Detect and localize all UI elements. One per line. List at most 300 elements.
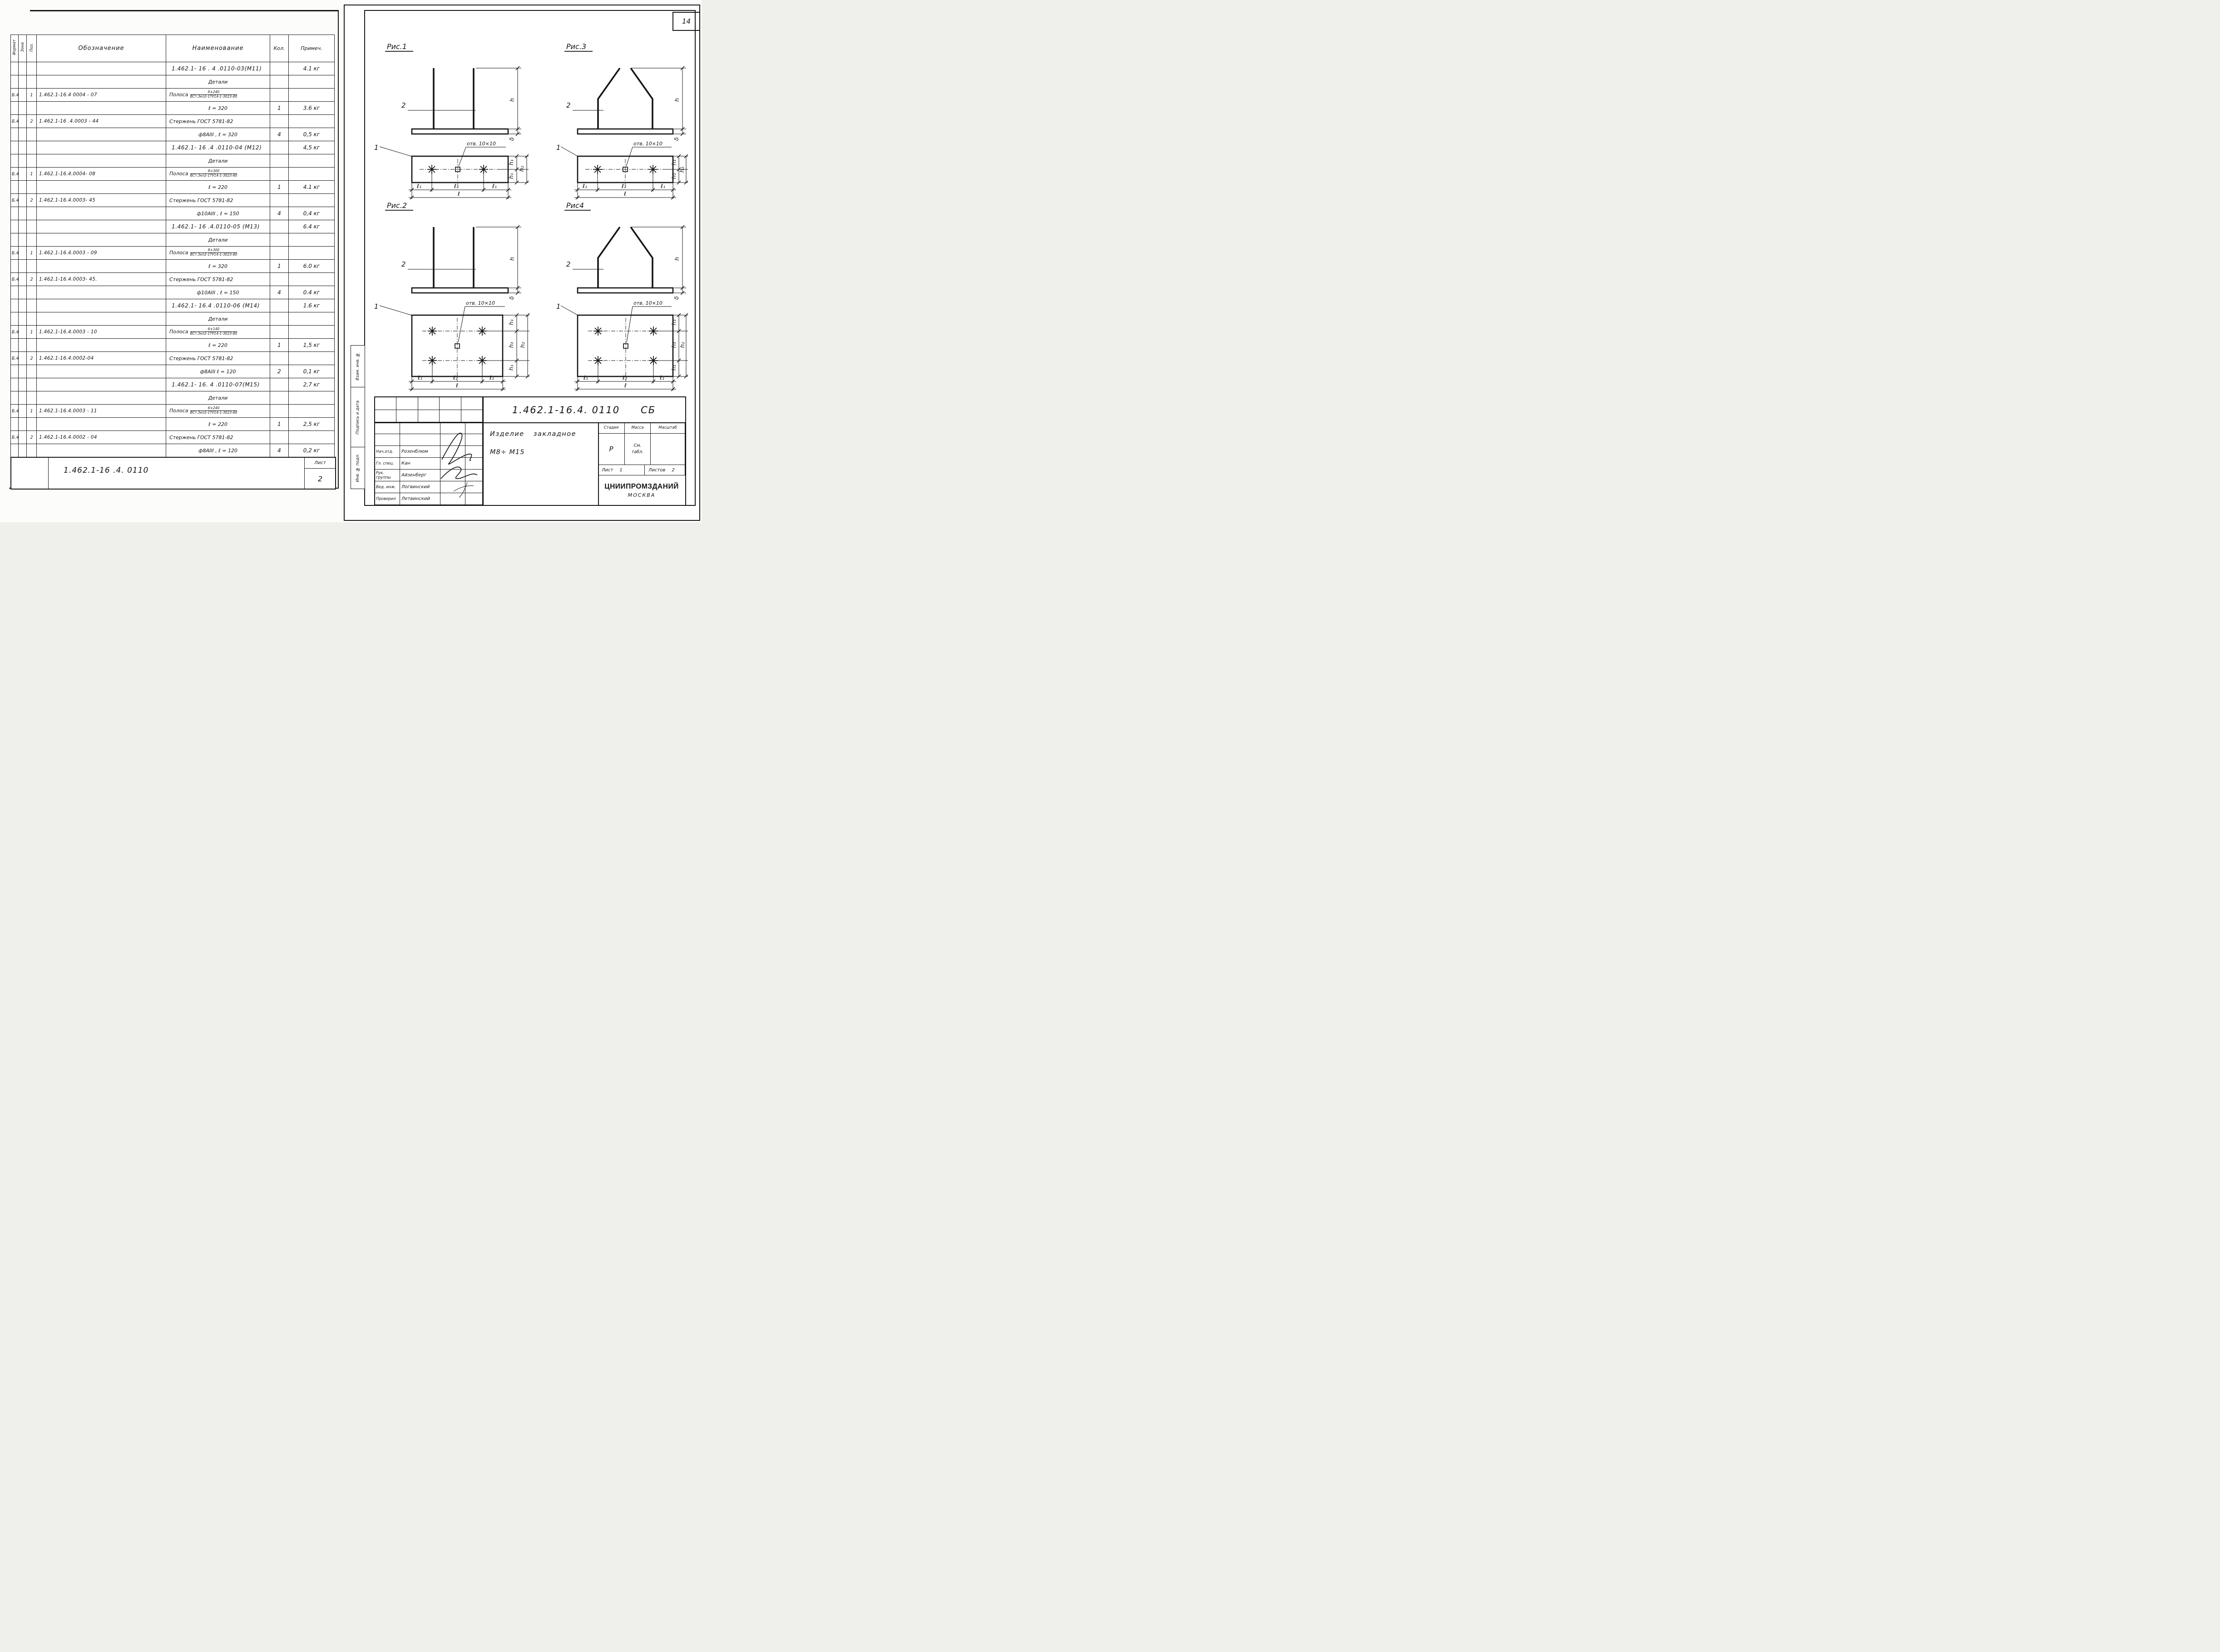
cell-zone	[19, 247, 27, 260]
cell-designation	[37, 339, 166, 352]
fig4-dim-l: ℓ	[624, 382, 627, 389]
specification-table-header	[11, 35, 335, 62]
cell-name: Полоса $\frac{6\times 240}{\text{ВСт.3кп2-1ТУ14-1-3023-80}}$	[166, 89, 270, 102]
fig2-dim-l2: ℓ₂	[453, 374, 458, 381]
col-header-note: Примеч.	[289, 35, 335, 62]
cell-qty: 4	[270, 444, 289, 457]
spec-table-row	[11, 168, 335, 181]
fig1-dim-h1b: h₁	[508, 173, 514, 179]
cell-zone	[19, 365, 27, 378]
cell-pos	[27, 141, 37, 154]
fig2-dim-h1a: h₁	[508, 319, 514, 325]
fig1-dim-l1b: ℓ₁	[492, 183, 497, 189]
cell-format: Б.4	[11, 405, 19, 418]
cell-zone	[19, 431, 27, 444]
spec-table-row	[11, 102, 335, 115]
fig4-dim-h2: h₂	[679, 342, 686, 348]
fig1-dim-delta: δ	[508, 137, 515, 141]
cell-format	[11, 286, 19, 299]
cell-designation: 1.462.1-16.4.0004- 08	[37, 168, 166, 181]
fig1-part1-label: 1	[374, 143, 379, 152]
fig3-dim-h1a: h₁	[670, 159, 677, 165]
fig1-dim-h: h	[509, 98, 515, 102]
fig2-part1-label: 1	[374, 302, 379, 311]
fig4-elevation	[556, 225, 686, 316]
title-block	[374, 396, 686, 506]
cell-qty: 4	[270, 286, 289, 299]
cell-designation: 1.462.1-16.4.0003- 45.	[37, 273, 166, 286]
cell-pos	[27, 365, 37, 378]
cell-qty	[270, 168, 289, 181]
cell-pos	[27, 418, 37, 431]
cell-format	[11, 154, 19, 168]
spec-table-row	[11, 273, 335, 286]
spec-table-row	[11, 431, 335, 444]
cell-zone	[19, 102, 27, 115]
cell-format	[11, 339, 19, 352]
cell-name: ℓ = 320	[166, 260, 270, 273]
sheets-cell: Листов 2	[645, 465, 685, 475]
cell-zone	[19, 352, 27, 365]
cell-pos	[27, 181, 37, 194]
cell-qty	[270, 75, 289, 89]
cell-zone	[19, 141, 27, 154]
left-page-right-border	[338, 10, 339, 488]
spec-table-row	[11, 181, 335, 194]
staff-row: Проверил Летвинский	[375, 493, 483, 505]
fig3-dim-l1b: ℓ₁	[661, 183, 666, 189]
cell-weight: 1,5 кг	[289, 339, 335, 352]
cell-pos: 2	[27, 194, 37, 207]
cell-name: ф8АIII , ℓ = 120	[166, 444, 270, 457]
spec-table-row	[11, 365, 335, 378]
organization-cell	[598, 475, 685, 505]
cell-name: 1.462.1- 16. 4 .0110-07(М15)	[166, 378, 270, 391]
cell-format	[11, 299, 19, 312]
cell-zone	[19, 444, 27, 457]
cell-pos	[27, 75, 37, 89]
cell-designation	[37, 260, 166, 273]
cell-name: 1.462.1- 16 .4 .0110-04 (М12)	[166, 141, 270, 154]
spec-table-row	[11, 405, 335, 418]
cell-weight	[289, 326, 335, 339]
cell-zone	[19, 378, 27, 391]
staff-row: Вед. инж. Логвинский	[375, 481, 483, 493]
cell-format	[11, 181, 19, 194]
col-header-format: Формат	[11, 35, 19, 62]
staff-row: Гл. спец. Кан	[375, 458, 483, 470]
cell-weight	[289, 352, 335, 365]
cell-format: Б.4	[11, 194, 19, 207]
cell-pos	[27, 220, 37, 233]
cell-qty: 4	[270, 128, 289, 141]
scale-label: Масштаб	[651, 422, 685, 434]
fig3-title: Рис.3	[566, 42, 587, 51]
fig4-title: Рис4	[566, 201, 584, 210]
spec-table-row	[11, 207, 335, 220]
cell-zone	[19, 168, 27, 181]
spec-table-row	[11, 247, 335, 260]
cell-format	[11, 312, 19, 326]
cell-format	[11, 62, 19, 75]
footer-sheet-value: 2	[317, 475, 323, 483]
cell-zone	[19, 339, 27, 352]
cell-weight: 4.1 кг	[289, 62, 335, 75]
cell-name: Детали	[166, 154, 270, 168]
cell-pos: 1	[27, 247, 37, 260]
cell-zone	[19, 128, 27, 141]
designation-number: 1.462.1-16.4. 0110	[512, 404, 620, 415]
cell-weight	[289, 75, 335, 89]
cell-weight	[289, 405, 335, 418]
cell-format	[11, 141, 19, 154]
steel-grade-fraction: $\frac{6\times 240}{\text{ВСт.3кп2-1ТУ14-1-3023-80}}$	[190, 406, 237, 415]
fig1-dim-l2: ℓ₂	[454, 183, 459, 189]
cell-zone	[19, 260, 27, 273]
cell-weight: 0.4 кг	[289, 286, 335, 299]
fig2-part2-label: 2	[401, 260, 406, 268]
cell-weight: 0,5 кг	[289, 128, 335, 141]
cell-pos	[27, 391, 37, 405]
cell-weight: 6.4 кг	[289, 220, 335, 233]
cell-weight: 2,7 кг	[289, 378, 335, 391]
cell-format: Б.4	[11, 326, 19, 339]
cell-weight	[289, 233, 335, 247]
cell-pos	[27, 102, 37, 115]
cell-format: Б.4	[11, 431, 19, 444]
spec-table-row	[11, 378, 335, 391]
cell-designation	[37, 62, 166, 75]
cell-designation	[37, 391, 166, 405]
cell-zone	[19, 194, 27, 207]
mass-label: Масса	[625, 422, 651, 434]
cell-format	[11, 444, 19, 457]
cell-designation	[37, 154, 166, 168]
steel-grade-fraction: $\frac{6\times 240}{\text{ВСт.3кп2-1ТУ14-1-3023-80}}$	[190, 90, 237, 99]
cell-pos	[27, 286, 37, 299]
fig2-dim-h: h	[509, 257, 515, 261]
cell-weight	[289, 154, 335, 168]
cell-format: Б.4	[11, 273, 19, 286]
cell-weight: 6.0 кг	[289, 260, 335, 273]
fig3-dim-h2: h₂	[678, 167, 685, 173]
cell-pos: 2	[27, 273, 37, 286]
col-header-designation: Обозначение	[37, 35, 166, 62]
spec-table-row	[11, 194, 335, 207]
cell-designation	[37, 141, 166, 154]
page-number-box	[672, 12, 700, 31]
cell-qty	[270, 62, 289, 75]
cell-designation	[37, 220, 166, 233]
stage-label: Стадия	[598, 422, 625, 434]
left-page-footer	[10, 457, 336, 490]
cell-name: Полоса $\frac{6\times 140}{\text{ВСт.3кп2-1ТУ14-1-3023-80}}$	[166, 326, 270, 339]
spec-table-row	[11, 312, 335, 326]
cell-designation	[37, 128, 166, 141]
cell-weight: 1.6 кг	[289, 299, 335, 312]
cell-name: ф8АIII ℓ = 120	[166, 365, 270, 378]
cell-name: Полоса $\frac{6\times 240}{\text{ВСт.3кп2-1ТУ14-1-3023-80}}$	[166, 405, 270, 418]
cell-format	[11, 260, 19, 273]
cell-qty	[270, 141, 289, 154]
fig4-dim-l2: ℓ₂	[623, 374, 628, 381]
fig2-dim-delta: δ	[508, 296, 515, 300]
mass-value: См. табл.	[631, 443, 644, 455]
cell-qty	[270, 312, 289, 326]
cell-pos: 1	[27, 405, 37, 418]
sidebar-cell-podpis: Подпись и дата	[351, 387, 365, 448]
cell-qty	[270, 220, 289, 233]
cell-zone	[19, 326, 27, 339]
fig1-dim-h2: h₂	[518, 166, 525, 172]
cell-pos	[27, 299, 37, 312]
spec-table-row	[11, 418, 335, 431]
cell-qty: 1	[270, 181, 289, 194]
spec-table-row	[11, 220, 335, 233]
col-header-qty: Кол.	[270, 35, 289, 62]
fig3-dim-h1b: h₁	[670, 173, 677, 179]
cell-pos: 1	[27, 168, 37, 181]
cell-designation	[37, 365, 166, 378]
cell-qty: 1	[270, 102, 289, 115]
cell-qty: 4	[270, 207, 289, 220]
steel-grade-fraction: $\frac{8\times 300}{\text{ВСт.3кп2-1ТУ14-1-3023-80}}$	[190, 169, 237, 178]
cell-format	[11, 220, 19, 233]
cell-qty	[270, 326, 289, 339]
cell-format	[11, 128, 19, 141]
cell-format	[11, 207, 19, 220]
cell-format	[11, 418, 19, 431]
cell-pos: 2	[27, 352, 37, 365]
fig4-part1-label: 1	[556, 302, 561, 311]
stage-value: Р	[598, 434, 625, 465]
fig4-dim-h1b: h₁	[670, 365, 677, 371]
cell-designation	[37, 181, 166, 194]
spec-table-row	[11, 286, 335, 299]
cell-designation	[37, 418, 166, 431]
cell-format: Б.4	[11, 89, 19, 102]
fig3-dim-l1a: ℓ₁	[583, 183, 588, 189]
cell-qty	[270, 89, 289, 102]
cell-format	[11, 102, 19, 115]
fig2-dim-l1b: ℓ₁	[489, 374, 494, 381]
fig2-dim-h2: h₂	[519, 342, 526, 348]
cell-designation	[37, 102, 166, 115]
sidebar-cell-inv: Инв. № подл.	[351, 447, 365, 489]
cell-zone	[19, 75, 27, 89]
fig4-dim-l1b: ℓ₁	[660, 374, 665, 381]
fig3-plan	[574, 141, 688, 199]
fig3-part2-label: 2	[566, 101, 571, 109]
col-header-name: Наименование	[166, 35, 270, 62]
cell-designation: 1.462.1-16.4.0003 - 09	[37, 247, 166, 260]
cell-format	[11, 75, 19, 89]
fig3-dim-delta: δ	[673, 137, 680, 141]
cell-designation	[37, 444, 166, 457]
fig1-title: Рис.1	[387, 42, 407, 51]
cell-weight: 4,5 кг	[289, 141, 335, 154]
fig2-dim-l: ℓ	[456, 382, 459, 389]
fig2-hole-label: отв. 10×10	[466, 300, 495, 306]
cell-zone	[19, 273, 27, 286]
staff-row: Рук. группы Айзенберг	[375, 470, 483, 481]
cell-designation	[37, 312, 166, 326]
cell-weight: 0,1 кг	[289, 365, 335, 378]
cell-designation: 1.462.1-16 .4.0003 - 44	[37, 115, 166, 128]
cell-designation	[37, 378, 166, 391]
fig2-elevation	[374, 225, 521, 316]
spec-table-row	[11, 233, 335, 247]
cell-qty	[270, 247, 289, 260]
spec-table-body	[11, 62, 335, 457]
spec-table-row	[11, 391, 335, 405]
cell-designation	[37, 286, 166, 299]
cell-zone	[19, 115, 27, 128]
col-header-zone: Зона	[19, 35, 27, 62]
cell-format	[11, 365, 19, 378]
cell-qty: 1	[270, 418, 289, 431]
cell-pos	[27, 260, 37, 273]
cell-weight	[289, 247, 335, 260]
cell-name: Детали	[166, 312, 270, 326]
cell-pos: 2	[27, 115, 37, 128]
fig4-dim-h: h	[673, 257, 680, 261]
cell-name: ℓ = 220	[166, 181, 270, 194]
cell-qty	[270, 352, 289, 365]
cell-weight: 0,4 кг	[289, 207, 335, 220]
organization-city: МОСКВА	[628, 492, 656, 498]
sidebar-cell-vzam: Взам. инв. №	[351, 345, 365, 388]
cell-name: 1.462.1- 16 . 4 .0110-03(М11)	[166, 62, 270, 75]
cell-designation: 1.462.1-16.4.0003 - 10	[37, 326, 166, 339]
cell-zone	[19, 220, 27, 233]
fig4-part2-label: 2	[566, 260, 571, 268]
cell-zone	[19, 418, 27, 431]
cell-name: 1.462.1- 16 .4.0110-05 (М13)	[166, 220, 270, 233]
cell-name: 1.462.1- 16.4 .0110-06 (М14)	[166, 299, 270, 312]
cell-qty	[270, 115, 289, 128]
cell-name: ℓ = 320	[166, 102, 270, 115]
staff-row: Нач.отд. Розенблюм	[375, 446, 483, 458]
cell-designation: 1.462.1-16.4.0003 - 11	[37, 405, 166, 418]
cell-name: Стержень ГОСТ 5781-82	[166, 431, 270, 444]
cell-zone	[19, 181, 27, 194]
spec-table-row	[11, 260, 335, 273]
fig2-dim-h3: h₃	[508, 342, 514, 348]
cell-format	[11, 391, 19, 405]
cell-qty	[270, 194, 289, 207]
cell-pos	[27, 128, 37, 141]
cell-pos	[27, 154, 37, 168]
cell-qty	[270, 431, 289, 444]
cell-designation: 1.462.1-16.4.0002 - 04	[37, 431, 166, 444]
cell-format	[11, 233, 19, 247]
cell-qty	[270, 273, 289, 286]
cell-zone	[19, 286, 27, 299]
cell-qty	[270, 154, 289, 168]
cell-name: ф8АIII , ℓ = 320	[166, 128, 270, 141]
cell-zone	[19, 405, 27, 418]
cell-designation	[37, 75, 166, 89]
fig1-elevation	[374, 66, 521, 157]
cell-zone	[19, 391, 27, 405]
fig2-dim-h1b: h₁	[508, 365, 514, 371]
cell-zone	[19, 299, 27, 312]
right-page	[344, 5, 700, 521]
cell-name: Детали	[166, 391, 270, 405]
cell-qty	[270, 299, 289, 312]
fig1-dim-l1a: ℓ₁	[417, 183, 422, 189]
left-page-top-border	[30, 10, 339, 11]
specification-table	[10, 35, 335, 457]
organization-name: ЦНИИПРОМЗДАНИЙ	[604, 483, 679, 490]
spec-table-row	[11, 352, 335, 365]
fig4-dim-l1a: ℓ₁	[583, 374, 588, 381]
footer-sheet-box	[304, 458, 336, 489]
cell-format: Б.4	[11, 352, 19, 365]
cell-name: ф10АIII , ℓ = 150	[166, 207, 270, 220]
fig2-plan	[409, 300, 529, 391]
title-block-right	[598, 422, 685, 505]
cell-pos	[27, 339, 37, 352]
col-header-pos: Поз.	[27, 35, 37, 62]
cell-zone	[19, 89, 27, 102]
steel-grade-fraction: $\frac{8\times 300}{\text{ВСт.3кп2-1ТУ14-1-3023-80}}$	[190, 248, 237, 257]
spec-table-row	[11, 75, 335, 89]
fig2-title: Рис.2	[387, 201, 407, 210]
fig4-dim-delta: δ	[673, 296, 680, 300]
footer-divider	[48, 458, 49, 489]
fig1-plan	[409, 141, 529, 199]
cell-name: Стержень ГОСТ 5781-82	[166, 115, 270, 128]
sheet-cell: Лист 1	[598, 465, 645, 475]
cell-qty	[270, 233, 289, 247]
cell-zone	[19, 207, 27, 220]
fig3-dim-h: h	[673, 98, 680, 102]
fig1-hole-label: отв. 10×10	[467, 141, 496, 147]
scale-value	[651, 434, 685, 465]
cell-weight	[289, 273, 335, 286]
designation-doc-type: СБ	[641, 404, 656, 415]
spec-table-row	[11, 154, 335, 168]
fig4-plan	[574, 300, 688, 391]
figure-2-drawing	[369, 201, 537, 394]
cell-qty	[270, 378, 289, 391]
cell-weight: 3.6 кг	[289, 102, 335, 115]
cell-name: Стержень ГОСТ 5781-82	[166, 273, 270, 286]
cell-format: Б.4	[11, 247, 19, 260]
cell-weight: 0,2 кг	[289, 444, 335, 457]
cell-designation: 1.462.1-16.4.0002-04	[37, 352, 166, 365]
figure-4-drawing	[553, 201, 689, 394]
cell-format	[11, 378, 19, 391]
cell-pos	[27, 233, 37, 247]
fig4-dim-h3: h₃	[670, 342, 677, 348]
spec-table-row	[11, 141, 335, 154]
cell-pos: 1	[27, 326, 37, 339]
fig1-part2-label: 2	[401, 101, 406, 109]
cell-zone	[19, 312, 27, 326]
cell-designation	[37, 207, 166, 220]
fig3-anchor-mark-left	[593, 165, 602, 174]
spec-table-row	[11, 339, 335, 352]
cell-pos	[27, 444, 37, 457]
cell-name: ℓ = 220	[166, 418, 270, 431]
footer-designation: 1.462.1-16 .4. 0110	[64, 466, 149, 475]
cell-designation	[37, 299, 166, 312]
cell-weight	[289, 89, 335, 102]
cell-pos	[27, 62, 37, 75]
